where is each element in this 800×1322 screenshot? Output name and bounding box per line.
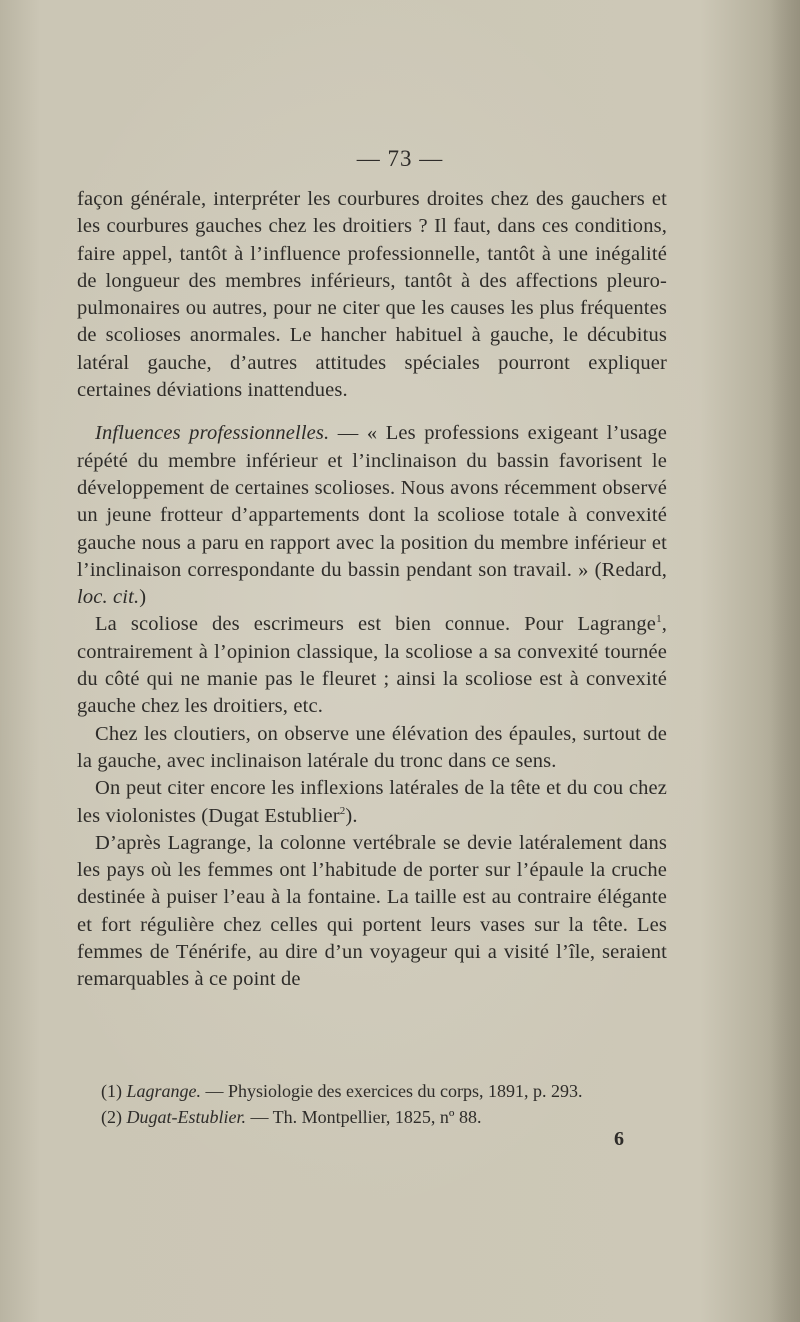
footnote-ref-2: 2 bbox=[339, 804, 346, 817]
footnote-2 bbox=[101, 1104, 701, 1130]
footnote-number: (1) bbox=[101, 1081, 122, 1101]
page-number: — 73 — bbox=[356, 146, 444, 171]
section-heading: Influences professionnelles. bbox=[95, 422, 330, 445]
footnote-ref-1: 1 bbox=[656, 613, 662, 626]
body-text bbox=[77, 186, 667, 994]
footnote-author: Dugat-Estublier. bbox=[126, 1107, 246, 1127]
paragraph-3 bbox=[77, 611, 667, 720]
paragraph-3-end: , contrairement à l’opinion classique, la scoliose a sa convexité tournée du côté qui ne manie pas le fleuret ; ainsi la scoliose est à convexité gauche chez les droitiers, etc. bbox=[77, 613, 667, 718]
footnote-1 bbox=[101, 1078, 701, 1104]
footnote-author: Lagrange. bbox=[126, 1081, 202, 1101]
paragraph-6: D’après Lagrange, la colonne vertébrale se devie latéralement dans les pays où les femmes ont l’habitude de porter sur l’épaule la cruche destinée à puiser l’eau à la fontaine. La taille est au contraire élégante et fort régulière chez celles qui portent leurs vases sur la tête. Les femmes de Ténérife, au dire d’un voyageur qui a visité l’île, seraient remarquables à ce point de bbox=[77, 831, 667, 991]
page-edge-shadow bbox=[770, 0, 800, 1322]
footnote-text: — Physiologie des exercices du corps, 1891, p. 293. bbox=[201, 1081, 583, 1101]
footnote-number: (2) bbox=[101, 1107, 122, 1127]
paragraph-2-body: — « Les professions exigeant l’usage répété du membre inférieur et l’inclinaison du bassin favorisent le développement de certaines scolioses. Nous avons récemment observé un jeune frotteur d’appartements dont la scoliose totale à convexité gauche nous a paru en rapport avec la position du membre inférieur et l’inclinaison correspondante du bassin pendant son travail. » (Redard, bbox=[77, 422, 668, 581]
signature-mark: 6 bbox=[614, 1128, 624, 1150]
paragraph-2-end: ) bbox=[139, 586, 147, 609]
footnotes bbox=[101, 1078, 701, 1130]
paragraph-5 bbox=[77, 775, 667, 830]
paragraph-5-end: ). bbox=[345, 804, 358, 827]
citation-loc-cit: loc. cit. bbox=[77, 586, 140, 609]
paragraph-5-start: On peut citer encore les inflexions latérales de la tête et du cou chez les violonistes (Dugat Estublier bbox=[77, 777, 667, 827]
paragraph-4: Chez les cloutiers, on observe une élévation des épaules, surtout de la gauche, avec inclinaison latérale du tronc dans ce sens. bbox=[77, 722, 667, 772]
paragraph-2 bbox=[77, 420, 667, 611]
paragraph-1: façon générale, interpréter les courbures droites chez des gauchers et les courbures gauches chez les droitiers ? Il faut, dans ces conditions, faire appel, tantôt à l’influence professionnelle, tantôt à une inégalité de longueur des membres inférieurs, tantôt à des affections pleuro-pulmonaires ou autres, pour ne citer que les causes les plus fréquentes de scolioses anormales. Le hancher habituel à gauche, le décubitus latéral gauche, d’autres attitudes spéciales pourront expliquer certaines déviations inattendues. bbox=[77, 188, 667, 402]
footnote-text: — Th. Montpellier, 1825, nº 88. bbox=[246, 1107, 482, 1127]
paragraph-3-start: La scoliose des escrimeurs est bien connue. Pour Lagrange bbox=[95, 613, 657, 636]
